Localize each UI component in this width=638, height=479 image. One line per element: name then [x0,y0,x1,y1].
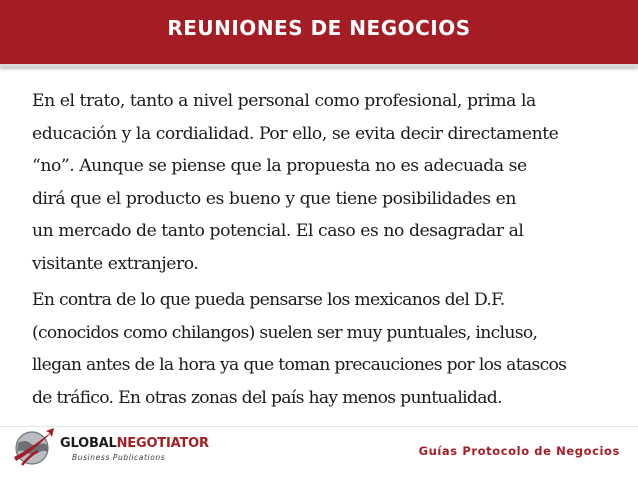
paragraph-line: llegan antes de la hora ya que toman precauciones por los atascos [32,355,567,375]
paragraph-line: (conocidos como chilangos) suelen ser muy puntuales, incluso, [32,322,538,343]
paragraph-line: En el trato, tanto a nivel personal como profesional, prima la [32,91,536,111]
logo-name-negotiator: NEGOTIATOR [116,436,209,451]
paragraph-line: educación y la cordialidad. Por ello, se evita decir directamente [32,123,559,144]
paragraph-line: En contra de lo que pueda pensarse los mexicanos del D.F. [32,290,505,310]
paragraph-line: dirá que el producto es bueno y que tiene posibilidades en [32,188,516,209]
global-negotiator-logo [10,425,220,469]
title-bar [0,0,638,67]
footer-series-title: Guías Protocolo de Negocios [418,444,620,458]
paragraph-puntualidad [32,284,617,414]
logo-name-global: GLOBAL [60,436,117,451]
paragraph-line: “no”. Aunque se piense que la propuesta no es adecuada se [32,156,527,176]
paragraph-line: visitante extranjero. [32,253,199,274]
paragraph-line: de tráfico. En otras zonas del país hay menos puntualidad. [32,387,502,408]
page-title: REUNIONES DE NEGOCIOS [167,16,471,40]
paragraph-line: un mercado de tanto potencial. El caso es no desagradar al [32,221,524,241]
logo-subtitle: Business Publications [72,453,166,462]
paragraph-trato [32,85,617,280]
globe-arrow-logo-icon [10,425,56,469]
